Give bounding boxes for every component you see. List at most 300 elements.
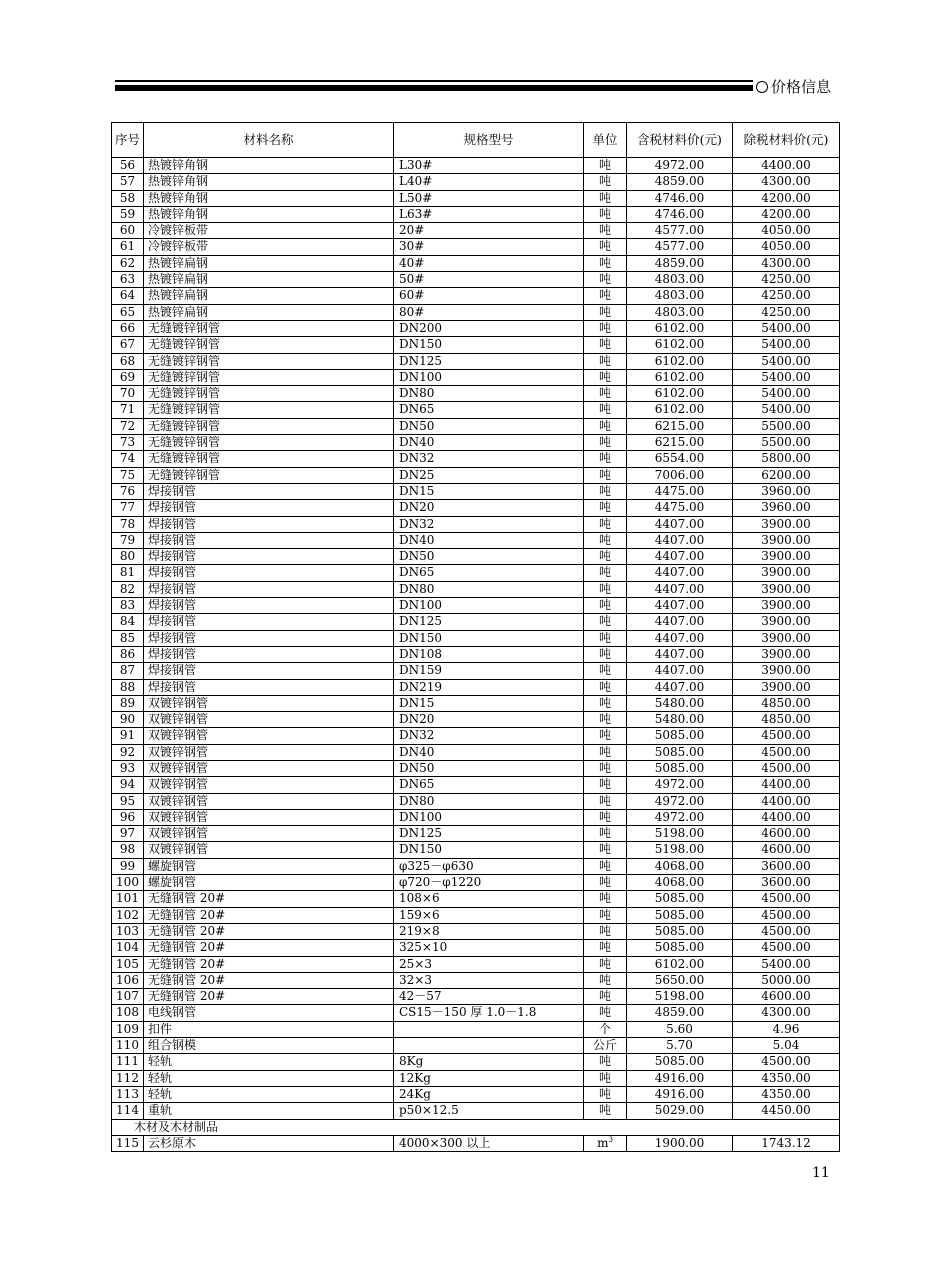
cell-name: 热镀锌扁钢 xyxy=(144,272,394,288)
cell-spec: DN40 xyxy=(394,435,584,451)
cell-name: 热镀锌角钢 xyxy=(144,206,394,222)
cell-price-tax: 4407.00 xyxy=(627,581,733,597)
cell-unit: 吨 xyxy=(584,1054,627,1070)
header-rule-thick xyxy=(115,85,753,91)
cell-no: 74 xyxy=(112,451,144,467)
cell-unit: 吨 xyxy=(584,581,627,597)
cell-unit: 吨 xyxy=(584,1005,627,1021)
cell-unit: 吨 xyxy=(584,793,627,809)
section-row xyxy=(112,1119,840,1135)
cell-unit: 个 xyxy=(584,1021,627,1037)
table-row xyxy=(112,532,840,548)
table-row xyxy=(112,842,840,858)
cell-name: 冷镀锌板带 xyxy=(144,239,394,255)
cell-price-tax: 4068.00 xyxy=(627,875,733,891)
cell-no: 62 xyxy=(112,255,144,271)
cell-name: 焊接钢管 xyxy=(144,598,394,614)
cell-name: 无缝镀锌钢管 xyxy=(144,386,394,402)
cell-unit: 吨 xyxy=(584,190,627,206)
cell-price-notax: 5400.00 xyxy=(733,337,840,353)
cell-price-notax: 4500.00 xyxy=(733,923,840,939)
cell-spec: 12Kg xyxy=(394,1070,584,1086)
cell-spec: L40# xyxy=(394,174,584,190)
cell-spec: 30# xyxy=(394,239,584,255)
cell-no: 103 xyxy=(112,923,144,939)
cell-unit: 吨 xyxy=(584,467,627,483)
cell-price-notax: 4500.00 xyxy=(733,760,840,776)
cell-price-tax: 4407.00 xyxy=(627,549,733,565)
cell-name: 双镀锌钢管 xyxy=(144,793,394,809)
cell-price-tax: 5480.00 xyxy=(627,695,733,711)
cell-price-notax: 4200.00 xyxy=(733,206,840,222)
cell-no: 81 xyxy=(112,565,144,581)
cell-name: 焊接钢管 xyxy=(144,646,394,662)
table-row xyxy=(112,858,840,874)
cell-name: 焊接钢管 xyxy=(144,500,394,516)
cell-unit: 吨 xyxy=(584,1086,627,1102)
cell-spec: DN200 xyxy=(394,320,584,336)
cell-price-tax: 5085.00 xyxy=(627,744,733,760)
cell-name: 双镀锌钢管 xyxy=(144,826,394,842)
cell-no: 87 xyxy=(112,663,144,679)
cell-price-tax: 6215.00 xyxy=(627,418,733,434)
table-body-b xyxy=(112,1135,840,1151)
table-row xyxy=(112,549,840,565)
cell-price-notax: 3900.00 xyxy=(733,679,840,695)
table-row xyxy=(112,386,840,402)
table-row xyxy=(112,826,840,842)
cell-price-tax: 5480.00 xyxy=(627,712,733,728)
cell-unit: 吨 xyxy=(584,1070,627,1086)
table-row xyxy=(112,1021,840,1037)
table-row xyxy=(112,793,840,809)
cell-name: 无缝镀锌钢管 xyxy=(144,320,394,336)
table-row xyxy=(112,907,840,923)
cell-unit: 吨 xyxy=(584,663,627,679)
cell-price-tax: 6102.00 xyxy=(627,369,733,385)
cell-price-tax: 4407.00 xyxy=(627,646,733,662)
cell-price-tax: 5085.00 xyxy=(627,728,733,744)
cell-unit: 吨 xyxy=(584,826,627,842)
table-row xyxy=(112,712,840,728)
cell-spec: L50# xyxy=(394,190,584,206)
table-row xyxy=(112,565,840,581)
cell-price-notax: 4350.00 xyxy=(733,1086,840,1102)
col-header-spec: 规格型号 xyxy=(394,123,584,158)
cell-name: 重轨 xyxy=(144,1103,394,1119)
cell-spec: 24Kg xyxy=(394,1086,584,1102)
cell-unit: 吨 xyxy=(584,923,627,939)
cell-spec: DN20 xyxy=(394,500,584,516)
cell-price-tax: 4859.00 xyxy=(627,1005,733,1021)
cell-unit: 吨 xyxy=(584,891,627,907)
cell-price-tax: 4859.00 xyxy=(627,174,733,190)
cell-no: 106 xyxy=(112,972,144,988)
table-row xyxy=(112,646,840,662)
table-row xyxy=(112,320,840,336)
cell-spec: DN80 xyxy=(394,581,584,597)
unit-superscript: 3 xyxy=(608,1135,613,1144)
cell-no: 115 xyxy=(112,1135,144,1151)
cell-price-notax: 4600.00 xyxy=(733,989,840,1005)
cell-price-tax: 4407.00 xyxy=(627,630,733,646)
cell-no: 93 xyxy=(112,760,144,776)
cell-spec: DN65 xyxy=(394,402,584,418)
cell-spec: DN50 xyxy=(394,760,584,776)
cell-spec: DN125 xyxy=(394,826,584,842)
cell-spec: L63# xyxy=(394,206,584,222)
cell-price-notax: 4400.00 xyxy=(733,158,840,174)
cell-name: 双镀锌钢管 xyxy=(144,809,394,825)
header-title-text: 价格信息 xyxy=(771,78,832,96)
table-row xyxy=(112,516,840,532)
cell-price-notax: 3900.00 xyxy=(733,630,840,646)
cell-price-tax: 4916.00 xyxy=(627,1086,733,1102)
cell-price-notax: 3960.00 xyxy=(733,483,840,499)
cell-price-notax: 4500.00 xyxy=(733,744,840,760)
cell-unit: 吨 xyxy=(584,516,627,532)
cell-spec: φ325－φ630 xyxy=(394,858,584,874)
cell-price-tax: 4407.00 xyxy=(627,516,733,532)
cell-no: 88 xyxy=(112,679,144,695)
cell-unit xyxy=(584,1135,627,1151)
cell-no: 85 xyxy=(112,630,144,646)
cell-no: 91 xyxy=(112,728,144,744)
table-row xyxy=(112,500,840,516)
table-row xyxy=(112,1070,840,1086)
cell-name: 无缝钢管 20# xyxy=(144,907,394,923)
cell-name: 焊接钢管 xyxy=(144,516,394,532)
cell-spec: 325×10 xyxy=(394,940,584,956)
cell-spec: DN125 xyxy=(394,614,584,630)
cell-price-notax: 4400.00 xyxy=(733,809,840,825)
cell-unit: 吨 xyxy=(584,712,627,728)
table-row xyxy=(112,1054,840,1070)
cell-name: 双镀锌钢管 xyxy=(144,777,394,793)
cell-price-tax: 7006.00 xyxy=(627,467,733,483)
cell-unit: 公斤 xyxy=(584,1038,627,1054)
cell-price-notax: 4850.00 xyxy=(733,695,840,711)
cell-price-notax: 4050.00 xyxy=(733,239,840,255)
cell-price-tax: 4407.00 xyxy=(627,679,733,695)
table-row xyxy=(112,288,840,304)
price-table xyxy=(111,122,840,1152)
cell-spec: DN108 xyxy=(394,646,584,662)
cell-no: 77 xyxy=(112,500,144,516)
cell-price-tax: 4746.00 xyxy=(627,190,733,206)
table-row xyxy=(112,598,840,614)
table-row xyxy=(112,158,840,174)
cell-name: 无缝镀锌钢管 xyxy=(144,402,394,418)
cell-price-tax: 5.60 xyxy=(627,1021,733,1037)
cell-spec: DN15 xyxy=(394,695,584,711)
cell-price-tax: 4972.00 xyxy=(627,158,733,174)
cell-name: 焊接钢管 xyxy=(144,549,394,565)
cell-name: 螺旋钢管 xyxy=(144,858,394,874)
table-row xyxy=(112,467,840,483)
cell-spec: DN32 xyxy=(394,451,584,467)
cell-name: 无缝镀锌钢管 xyxy=(144,451,394,467)
table-row xyxy=(112,695,840,711)
cell-unit: 吨 xyxy=(584,255,627,271)
cell-price-notax: 5400.00 xyxy=(733,402,840,418)
table-row xyxy=(112,255,840,271)
cell-unit: 吨 xyxy=(584,500,627,516)
table-row xyxy=(112,663,840,679)
cell-spec: DN150 xyxy=(394,630,584,646)
cell-price-notax: 3900.00 xyxy=(733,614,840,630)
cell-unit: 吨 xyxy=(584,386,627,402)
cell-name: 焊接钢管 xyxy=(144,532,394,548)
cell-price-notax: 5800.00 xyxy=(733,451,840,467)
table-header-row xyxy=(112,123,840,158)
cell-unit: 吨 xyxy=(584,875,627,891)
table-row xyxy=(112,190,840,206)
cell-price-tax: 4068.00 xyxy=(627,858,733,874)
table-row xyxy=(112,614,840,630)
cell-price-notax: 4200.00 xyxy=(733,190,840,206)
cell-price-notax: 3900.00 xyxy=(733,565,840,581)
cell-name: 焊接钢管 xyxy=(144,663,394,679)
cell-no: 96 xyxy=(112,809,144,825)
cell-unit: 吨 xyxy=(584,858,627,874)
cell-spec: DN25 xyxy=(394,467,584,483)
cell-price-notax: 5000.00 xyxy=(733,972,840,988)
cell-price-notax: 4600.00 xyxy=(733,842,840,858)
cell-no: 56 xyxy=(112,158,144,174)
cell-price-tax: 6554.00 xyxy=(627,451,733,467)
cell-name: 热镀锌角钢 xyxy=(144,158,394,174)
cell-unit: 吨 xyxy=(584,223,627,239)
cell-price-tax: 6102.00 xyxy=(627,386,733,402)
cell-no: 114 xyxy=(112,1103,144,1119)
cell-price-tax: 5085.00 xyxy=(627,760,733,776)
table-row xyxy=(112,418,840,434)
cell-name: 无缝钢管 20# xyxy=(144,956,394,972)
cell-name: 无缝钢管 20# xyxy=(144,923,394,939)
cell-price-notax: 3900.00 xyxy=(733,598,840,614)
cell-spec: DN100 xyxy=(394,809,584,825)
cell-price-notax: 4250.00 xyxy=(733,288,840,304)
cell-name: 焊接钢管 xyxy=(144,679,394,695)
table-body-section xyxy=(112,1119,840,1135)
cell-no: 78 xyxy=(112,516,144,532)
cell-no: 84 xyxy=(112,614,144,630)
section-title: 木材及木材制品 xyxy=(112,1119,840,1135)
table-row xyxy=(112,239,840,255)
cell-name: 双镀锌钢管 xyxy=(144,728,394,744)
cell-price-notax: 5400.00 xyxy=(733,320,840,336)
cell-unit: 吨 xyxy=(584,272,627,288)
cell-price-notax: 4050.00 xyxy=(733,223,840,239)
cell-no: 79 xyxy=(112,532,144,548)
cell-no: 60 xyxy=(112,223,144,239)
cell-price-notax: 3900.00 xyxy=(733,532,840,548)
cell-name: 无缝镀锌钢管 xyxy=(144,369,394,385)
table-row xyxy=(112,760,840,776)
cell-spec: 25×3 xyxy=(394,956,584,972)
cell-price-tax: 4577.00 xyxy=(627,223,733,239)
cell-price-notax: 3600.00 xyxy=(733,875,840,891)
cell-name: 无缝镀锌钢管 xyxy=(144,467,394,483)
cell-spec: p50×12.5 xyxy=(394,1103,584,1119)
cell-price-notax: 5400.00 xyxy=(733,956,840,972)
cell-no: 99 xyxy=(112,858,144,874)
cell-no: 101 xyxy=(112,891,144,907)
cell-unit: 吨 xyxy=(584,337,627,353)
cell-no: 98 xyxy=(112,842,144,858)
cell-price-tax: 5085.00 xyxy=(627,1054,733,1070)
cell-no: 102 xyxy=(112,907,144,923)
cell-price-tax: 4407.00 xyxy=(627,663,733,679)
cell-price-tax: 5198.00 xyxy=(627,842,733,858)
cell-unit: 吨 xyxy=(584,744,627,760)
table-row xyxy=(112,1038,840,1054)
cell-price-notax: 4600.00 xyxy=(733,826,840,842)
cell-no: 82 xyxy=(112,581,144,597)
table-row xyxy=(112,483,840,499)
cell-spec: 159×6 xyxy=(394,907,584,923)
cell-price-tax: 4475.00 xyxy=(627,500,733,516)
cell-unit: 吨 xyxy=(584,989,627,1005)
cell-price-tax: 6102.00 xyxy=(627,337,733,353)
cell-name: 热镀锌角钢 xyxy=(144,174,394,190)
cell-spec: 32×3 xyxy=(394,972,584,988)
cell-spec: 80# xyxy=(394,304,584,320)
cell-no: 76 xyxy=(112,483,144,499)
cell-price-tax: 4407.00 xyxy=(627,532,733,548)
cell-no: 75 xyxy=(112,467,144,483)
cell-spec: 219×8 xyxy=(394,923,584,939)
col-header-price-tax: 含税材料价(元) xyxy=(627,123,733,158)
cell-price-notax: 5400.00 xyxy=(733,386,840,402)
cell-no: 70 xyxy=(112,386,144,402)
table-row xyxy=(112,353,840,369)
cell-unit: 吨 xyxy=(584,288,627,304)
cell-unit: 吨 xyxy=(584,809,627,825)
cell-spec: DN65 xyxy=(394,565,584,581)
cell-unit: 吨 xyxy=(584,695,627,711)
cell-price-tax: 4803.00 xyxy=(627,304,733,320)
cell-spec: DN40 xyxy=(394,744,584,760)
cell-unit: 吨 xyxy=(584,532,627,548)
table-row xyxy=(112,337,840,353)
cell-no: 108 xyxy=(112,1005,144,1021)
cell-price-notax: 1743.12 xyxy=(733,1135,840,1151)
cell-price-tax: 6102.00 xyxy=(627,353,733,369)
cell-price-tax: 5085.00 xyxy=(627,907,733,923)
cell-name: 双镀锌钢管 xyxy=(144,712,394,728)
cell-price-tax: 6102.00 xyxy=(627,320,733,336)
cell-price-notax: 4500.00 xyxy=(733,940,840,956)
cell-spec: 8Kg xyxy=(394,1054,584,1070)
cell-name: 焊接钢管 xyxy=(144,614,394,630)
cell-unit: 吨 xyxy=(584,435,627,451)
cell-price-notax: 4500.00 xyxy=(733,728,840,744)
cell-price-notax: 4300.00 xyxy=(733,1005,840,1021)
cell-unit: 吨 xyxy=(584,174,627,190)
cell-price-tax: 1900.00 xyxy=(627,1135,733,1151)
cell-unit: 吨 xyxy=(584,630,627,646)
cell-unit: 吨 xyxy=(584,369,627,385)
cell-unit: 吨 xyxy=(584,956,627,972)
col-header-price-notax: 除税材料价(元) xyxy=(733,123,840,158)
cell-name: 无缝镀锌钢管 xyxy=(144,337,394,353)
cell-spec: DN40 xyxy=(394,532,584,548)
cell-unit: 吨 xyxy=(584,842,627,858)
cell-price-tax: 4972.00 xyxy=(627,809,733,825)
table-row xyxy=(112,174,840,190)
cell-spec: DN80 xyxy=(394,386,584,402)
table-row xyxy=(112,989,840,1005)
col-header-unit: 单位 xyxy=(584,123,627,158)
cell-name: 无缝钢管 20# xyxy=(144,940,394,956)
cell-price-notax: 3960.00 xyxy=(733,500,840,516)
cell-name: 双镀锌钢管 xyxy=(144,744,394,760)
cell-price-notax: 5.04 xyxy=(733,1038,840,1054)
cell-spec: 4000×300 以上 xyxy=(394,1135,584,1151)
cell-unit: 吨 xyxy=(584,451,627,467)
table-row xyxy=(112,744,840,760)
cell-unit: 吨 xyxy=(584,614,627,630)
cell-unit: 吨 xyxy=(584,728,627,744)
cell-price-tax: 4577.00 xyxy=(627,239,733,255)
table-row xyxy=(112,940,840,956)
cell-unit: 吨 xyxy=(584,483,627,499)
cell-spec: DN125 xyxy=(394,353,584,369)
cell-name: 轻轨 xyxy=(144,1070,394,1086)
table-row xyxy=(112,223,840,239)
cell-name: 双镀锌钢管 xyxy=(144,695,394,711)
cell-name: 热镀锌扁钢 xyxy=(144,288,394,304)
table-row xyxy=(112,435,840,451)
cell-unit: 吨 xyxy=(584,158,627,174)
cell-spec: 50# xyxy=(394,272,584,288)
table-row xyxy=(112,1103,840,1119)
cell-no: 59 xyxy=(112,206,144,222)
cell-no: 68 xyxy=(112,353,144,369)
cell-no: 92 xyxy=(112,744,144,760)
cell-name: 云杉原木 xyxy=(144,1135,394,1151)
cell-unit: 吨 xyxy=(584,907,627,923)
cell-spec: DN80 xyxy=(394,793,584,809)
cell-unit: 吨 xyxy=(584,565,627,581)
col-header-no: 序号 xyxy=(112,123,144,158)
cell-unit: 吨 xyxy=(584,760,627,776)
cell-no: 113 xyxy=(112,1086,144,1102)
cell-unit: 吨 xyxy=(584,353,627,369)
cell-price-notax: 4250.00 xyxy=(733,304,840,320)
cell-no: 94 xyxy=(112,777,144,793)
table-row xyxy=(112,304,840,320)
cell-spec: 108×6 xyxy=(394,891,584,907)
cell-name: 无缝镀锌钢管 xyxy=(144,353,394,369)
cell-no: 107 xyxy=(112,989,144,1005)
cell-name: 焊接钢管 xyxy=(144,565,394,581)
cell-no: 97 xyxy=(112,826,144,842)
table-row xyxy=(112,891,840,907)
cell-name: 焊接钢管 xyxy=(144,630,394,646)
cell-spec: 60# xyxy=(394,288,584,304)
table-body-a xyxy=(112,158,840,1120)
cell-name: 组合钢模 xyxy=(144,1038,394,1054)
cell-no: 65 xyxy=(112,304,144,320)
table-row xyxy=(112,630,840,646)
cell-price-notax: 4350.00 xyxy=(733,1070,840,1086)
cell-no: 64 xyxy=(112,288,144,304)
cell-price-tax: 5085.00 xyxy=(627,923,733,939)
cell-unit: 吨 xyxy=(584,598,627,614)
